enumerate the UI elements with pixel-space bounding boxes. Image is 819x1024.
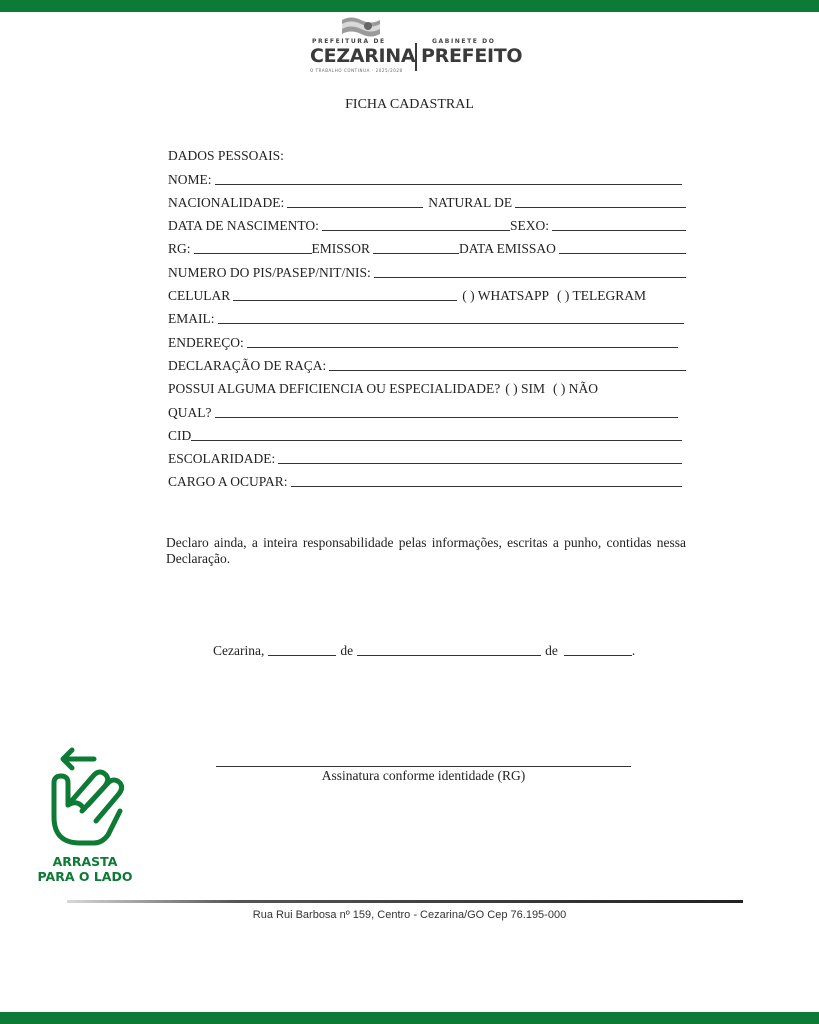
checkbox-nao[interactable]: ( ) NÃO: [553, 381, 599, 397]
field-year[interactable]: [564, 655, 632, 656]
field-sexo[interactable]: [552, 230, 686, 231]
logo-office: PREFEITO: [421, 45, 523, 67]
field-escolaridade[interactable]: [278, 463, 682, 464]
label-sexo: SEXO:: [509, 218, 549, 234]
bottom-green-bar: [0, 1012, 819, 1024]
field-emissor[interactable]: [373, 253, 459, 254]
row-pis: [168, 257, 688, 280]
label-natural-de: NATURAL DE: [428, 194, 513, 210]
logo-city: CEZARINA: [310, 45, 416, 67]
row-cid: [168, 421, 688, 444]
field-day[interactable]: [268, 655, 336, 656]
row-rg: [168, 234, 688, 257]
flag-icon: [341, 16, 381, 38]
footer-address: Rua Rui Barbosa nº 159, Centro - Cezarina/GO Cep 76.195-000: [252, 909, 567, 921]
row-deficiencia: [168, 374, 688, 397]
field-nacionalidade[interactable]: [287, 207, 423, 208]
row-cargo: [168, 467, 688, 490]
row-celular: [168, 281, 688, 304]
row-section: [168, 141, 688, 164]
date-de-2: de: [545, 643, 558, 658]
checkbox-sim[interactable]: ( ) SIM: [505, 381, 546, 397]
label-data-emissao: DATA EMISSAO: [459, 241, 556, 257]
row-escolaridade: [168, 444, 688, 467]
registration-form: [168, 141, 688, 490]
field-data-emissao[interactable]: [559, 253, 686, 254]
field-natural-de[interactable]: [515, 207, 686, 208]
logo-separator: [415, 43, 417, 71]
logo: [308, 16, 522, 76]
date-city: Cezarina,: [213, 643, 265, 658]
label-email: EMAIL:: [168, 311, 215, 327]
checkbox-telegram[interactable]: ( ) TELEGRAM: [557, 288, 647, 304]
row-endereco: [168, 327, 688, 350]
row-nascimento: [168, 211, 688, 234]
field-data-nascimento[interactable]: [322, 230, 510, 231]
swipe-text-line1: ARRASTA: [52, 854, 118, 869]
declaration-text: Declaro ainda, a inteira responsabilidade pelas informações, escritas a punho, contidas nessa Declaração.: [166, 535, 686, 566]
row-email: [168, 304, 688, 327]
field-rg[interactable]: [194, 253, 312, 254]
label-celular: CELULAR: [168, 288, 231, 304]
label-nome: NOME:: [168, 171, 212, 187]
label-emissor: EMISSOR: [311, 241, 371, 257]
signature-line[interactable]: [216, 766, 631, 767]
date-line: [213, 643, 635, 659]
section-label: DADOS PESSOAIS:: [168, 148, 284, 164]
label-rg: RG:: [168, 241, 191, 257]
label-endereco: ENDEREÇO:: [168, 334, 244, 350]
field-raca[interactable]: [329, 370, 686, 371]
label-deficiencia: POSSUI ALGUMA DEFICIENCIA OU ESPECIALIDADE?: [168, 381, 501, 397]
label-cargo: CARGO A OCUPAR:: [168, 474, 288, 490]
field-cid[interactable]: [191, 440, 682, 441]
row-nome: [168, 164, 688, 187]
footer-rule: [67, 900, 743, 903]
logo-top-right: GABINETE DO: [432, 38, 496, 45]
swipe-hint: [30, 745, 150, 884]
signature-caption: Assinatura conforme identidade (RG): [321, 768, 526, 783]
label-data-nascimento: DATA DE NASCIMENTO:: [168, 218, 319, 234]
field-qual[interactable]: [215, 417, 679, 418]
logo-tagline: O TRABALHO CONTINUA · 2025/2028: [310, 68, 403, 73]
top-green-bar: [0, 0, 819, 12]
label-cid: CID: [168, 427, 192, 443]
label-nacionalidade: NACIONALIDADE:: [168, 194, 285, 210]
label-pis: NUMERO DO PIS/PASEP/NIT/NIS:: [168, 264, 371, 280]
field-pis[interactable]: [374, 277, 686, 278]
swipe-hand-icon: [48, 745, 128, 850]
row-raca: [168, 351, 688, 374]
document-title: FICHA CADASTRAL: [345, 97, 474, 112]
label-escolaridade: ESCOLARIDADE:: [168, 451, 276, 467]
swipe-text-line2: PARA O LADO: [37, 869, 133, 884]
field-celular[interactable]: [233, 300, 457, 301]
field-nome[interactable]: [215, 184, 683, 185]
field-month[interactable]: [357, 655, 541, 656]
date-de-1: de: [340, 643, 354, 658]
field-email[interactable]: [218, 323, 685, 324]
checkbox-whatsapp[interactable]: ( ) WHATSAPP: [462, 288, 550, 304]
logo-top-left: PREFEITURA DE: [312, 38, 386, 45]
label-qual: QUAL?: [168, 404, 212, 420]
date-end: .: [631, 643, 636, 658]
row-qual: [168, 397, 688, 420]
field-endereco[interactable]: [247, 347, 678, 348]
row-nacionalidade: [168, 188, 688, 211]
label-raca: DECLARAÇÃO DE RAÇA:: [168, 357, 327, 373]
field-cargo[interactable]: [291, 486, 682, 487]
